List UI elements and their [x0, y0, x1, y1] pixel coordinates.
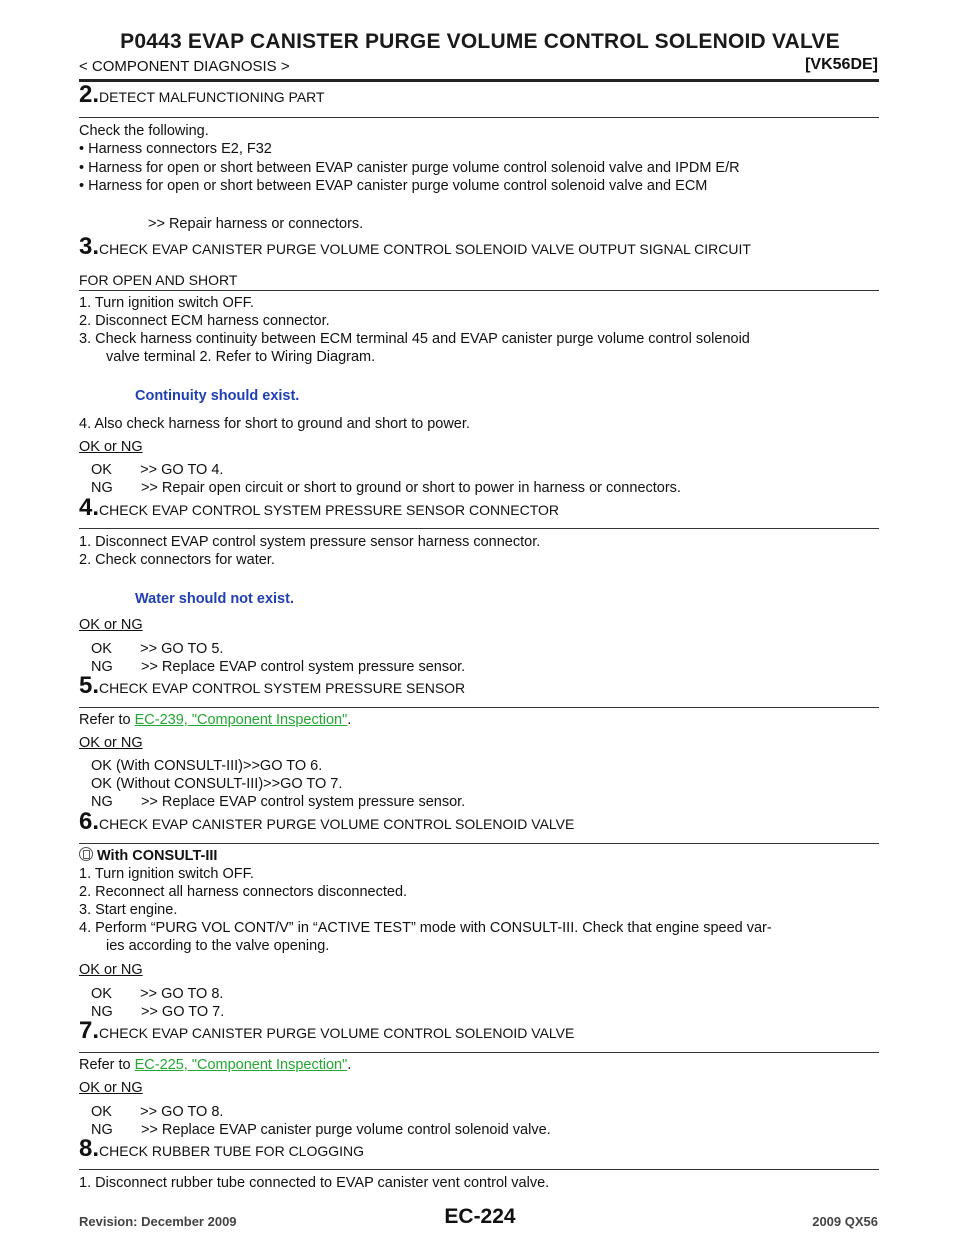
step-4-heading: 4.CHECK EVAP CONTROL SYSTEM PRESSURE SENSOR CONNECTOR	[79, 494, 560, 521]
step-3-heading-cont: FOR OPEN AND SHORT	[79, 272, 238, 288]
component-inspection-link[interactable]: EC-225, "Component Inspection"	[134, 1057, 348, 1073]
step-5-result: OK (With CONSULT-III)>>GO TO 6.	[91, 758, 323, 774]
section-label: < COMPONENT DIAGNOSIS >	[79, 58, 290, 75]
step-6-heading: 6.CHECK EVAP CANISTER PURGE VOLUME CONTROL SOLENOID VALVE	[79, 808, 575, 835]
step-4-spec: Water should not exist.	[135, 591, 294, 607]
step-3-item: 1. Turn ignition switch OFF.	[79, 295, 254, 311]
step-8-heading: 8.CHECK RUBBER TUBE FOR CLOGGING	[79, 1135, 365, 1162]
step-6-item: 3. Start engine.	[79, 902, 178, 918]
step-4-item: 2. Check connectors for water.	[79, 552, 275, 568]
step-4-okng: OK or NG	[79, 617, 143, 633]
step-2-heading: 2.DETECT MALFUNCTIONING PART	[79, 81, 325, 108]
step-3-spec: Continuity should exist.	[135, 388, 300, 404]
step-4-rule	[79, 528, 879, 529]
step-3-item: 2. Disconnect ECM harness connector.	[79, 313, 330, 329]
step-4-ng: NG >> Replace EVAP control system pressure sensor.	[91, 659, 466, 675]
step-2-result: >> Repair harness or connectors.	[148, 216, 364, 232]
page-title: P0443 EVAP CANISTER PURGE VOLUME CONTROL SOLENOID VALVE	[120, 30, 840, 53]
step-6-item: 1. Turn ignition switch OFF.	[79, 866, 254, 882]
step-7-heading: 7.CHECK EVAP CANISTER PURGE VOLUME CONTROL SOLENOID VALVE	[79, 1017, 575, 1044]
step-6-item-cont: ies according to the valve opening.	[106, 938, 330, 954]
step-4-item: 1. Disconnect EVAP control system pressure sensor harness connector.	[79, 534, 541, 550]
step-7-refer: Refer to EC-225, "Component Inspection".	[79, 1057, 352, 1073]
step-2-bullet: • Harness connectors E2, F32	[79, 141, 272, 157]
step-5-heading: 5.CHECK EVAP CONTROL SYSTEM PRESSURE SENSOR	[79, 672, 466, 699]
step-6-item: 2. Reconnect all harness connectors disconnected.	[79, 884, 408, 900]
revision-date: Revision: December 2009	[79, 1214, 237, 1229]
step-7-okng: OK or NG	[79, 1080, 143, 1096]
step-3-item: 4. Also check harness for short to ground and short to power.	[79, 416, 470, 432]
page-number: EC-224	[444, 1205, 516, 1228]
step-8-item: 1. Disconnect rubber tube connected to EVAP canister vent control valve.	[79, 1175, 550, 1191]
step-7-ng: NG >> Replace EVAP canister purge volume control solenoid valve.	[91, 1122, 551, 1138]
step-5-result: OK (Without CONSULT-III)>>GO TO 7.	[91, 776, 343, 792]
step-5-rule	[79, 707, 879, 708]
header-rule	[79, 79, 879, 82]
step-7-ok: OK >> GO TO 8.	[91, 1104, 224, 1120]
component-inspection-link[interactable]: EC-239, "Component Inspection"	[134, 712, 348, 728]
step-3-ok: OK >> GO TO 4.	[91, 462, 224, 478]
step-5-refer: Refer to EC-239, "Component Inspection".	[79, 712, 352, 728]
step-7-rule	[79, 1052, 879, 1053]
step-6-okng: OK or NG	[79, 962, 143, 978]
step-5-result: NG >> Replace EVAP control system pressure sensor.	[91, 794, 466, 810]
step-8-rule	[79, 1169, 879, 1170]
step-2-intro: Check the following.	[79, 123, 209, 139]
step-6-ok: OK >> GO TO 8.	[91, 986, 224, 1002]
step-6-with-consult: With CONSULT-III	[79, 847, 879, 865]
model-year: 2009 QX56	[812, 1214, 878, 1229]
step-3-item-cont: valve terminal 2. Refer to Wiring Diagram.	[106, 349, 376, 365]
step-3-item: 3. Check harness continuity between ECM terminal 45 and EVAP canister purge volume control solenoid	[79, 331, 750, 347]
step-3-rule	[79, 290, 879, 291]
step-2-rule	[79, 117, 879, 118]
step-6-rule	[79, 843, 879, 844]
step-6-ng: NG >> GO TO 7.	[91, 1004, 225, 1020]
step-2-bullet: • Harness for open or short between EVAP canister purge volume control solenoid valve and IPDM E/R	[79, 160, 740, 176]
step-3-okng: OK or NG	[79, 439, 143, 455]
step-3-heading: 3.CHECK EVAP CANISTER PURGE VOLUME CONTROL SOLENOID VALVE OUTPUT SIGNAL CIRCUIT	[79, 233, 751, 260]
engine-code: [VK56DE]	[805, 56, 878, 73]
step-3-ng: NG >> Repair open circuit or short to ground or short to power in harness or connectors.	[91, 480, 681, 496]
step-4-ok: OK >> GO TO 5.	[91, 641, 224, 657]
step-2-bullet: • Harness for open or short between EVAP canister purge volume control solenoid valve and ECM	[79, 178, 708, 194]
step-6-item: 4. Perform “PURG VOL CONT/V” in “ACTIVE TEST” mode with CONSULT-III. Check that engine speed var-	[79, 920, 772, 936]
step-5-okng: OK or NG	[79, 735, 143, 751]
consult-icon	[79, 847, 93, 861]
